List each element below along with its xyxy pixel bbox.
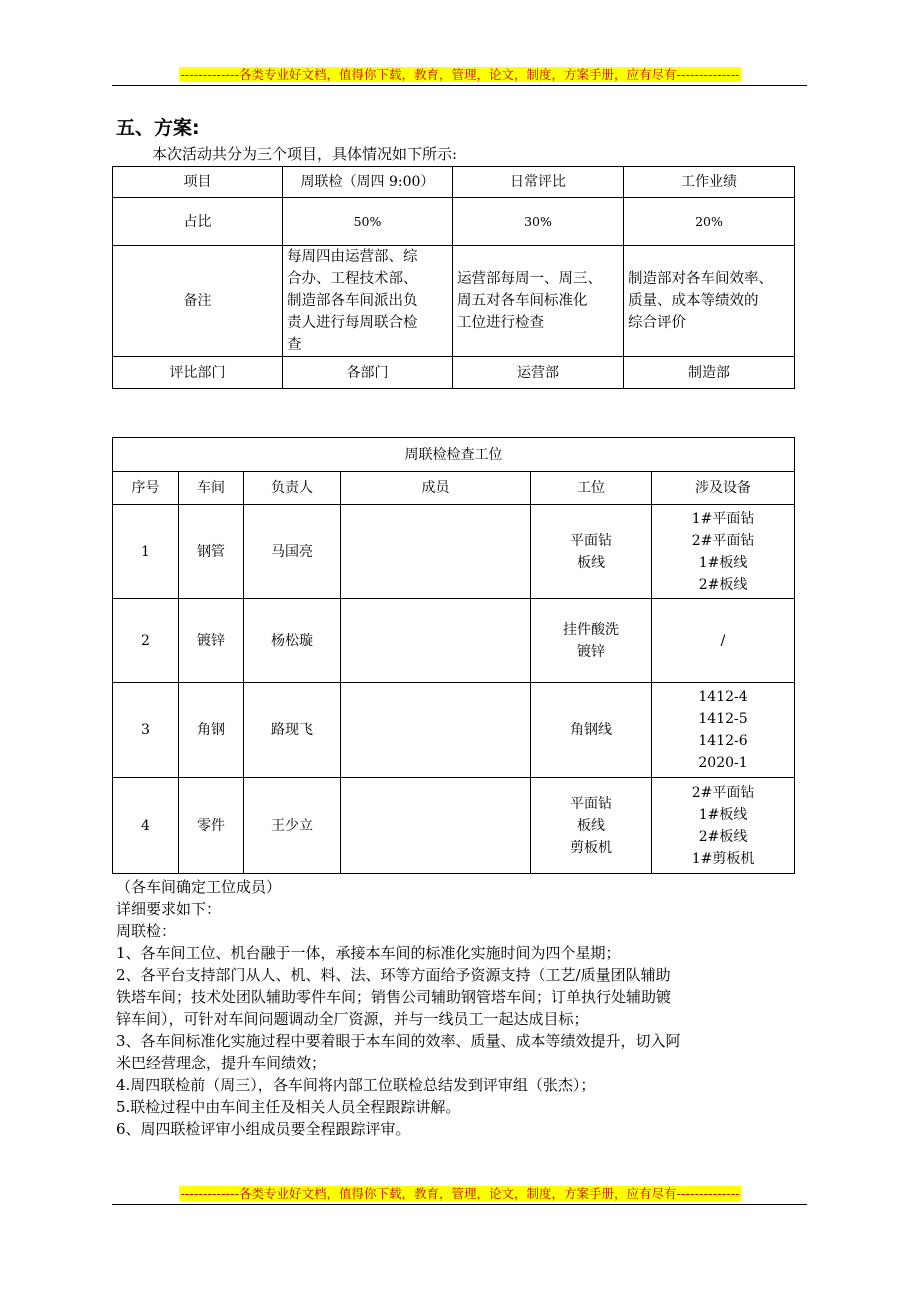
equipment-line: 2#板线 xyxy=(698,576,748,593)
equipment-line: 1#板线 xyxy=(698,806,748,823)
equipment-line: 2#板线 xyxy=(698,828,748,845)
inspection-header-row xyxy=(113,472,795,505)
requirement-line: 6、周四联检评审小组成员要全程跟踪评审。 xyxy=(116,1120,411,1138)
plan-header-row xyxy=(113,167,795,198)
note-line: 质量、成本等绩效的 xyxy=(628,293,759,309)
table-row xyxy=(113,599,795,683)
owner-cell: 王少立 xyxy=(244,778,341,874)
equipment-line: 2#平面钻 xyxy=(691,784,755,801)
plan-header-cell: 项目 xyxy=(113,167,283,198)
note-line: 周五对各车间标准化 xyxy=(457,293,588,309)
ratio-cell: 50% xyxy=(283,198,453,246)
station-line: 平面钻 xyxy=(570,795,612,812)
column-header: 车间 xyxy=(179,472,244,505)
ratio-cell: 20% xyxy=(624,198,795,246)
station-cell xyxy=(531,599,652,683)
requirement-line: 锌车间），可针对车间问题调动全厂资源，并与一线员工一起达成目标； xyxy=(116,1010,589,1028)
note-line: 每周四由运营部、综 xyxy=(287,249,418,265)
requirements-subheading: 周联检： xyxy=(116,922,177,940)
workshop-cell: 角钢 xyxy=(179,683,244,778)
requirements-intro: 详细要求如下： xyxy=(116,900,222,918)
equipment-line: 1#板线 xyxy=(698,554,748,571)
members-cell xyxy=(341,778,531,874)
equipment-line: 1#平面钻 xyxy=(691,510,755,527)
plan-note-row xyxy=(113,246,795,357)
note-line: 制造部各车间派出负 xyxy=(287,293,418,309)
station-line: 板线 xyxy=(577,554,605,571)
note-cell xyxy=(453,246,624,357)
row-number: 1 xyxy=(113,505,179,599)
equipment-cell xyxy=(652,778,795,874)
table-row xyxy=(113,683,795,778)
dept-cell: 制造部 xyxy=(624,357,795,389)
row-number: 4 xyxy=(113,778,179,874)
bottom-banner xyxy=(0,1185,920,1202)
station-line: 角钢线 xyxy=(570,722,612,738)
top-banner-text: -------------各类专业好文档，值得你下载，教育，管理，论文，制度，方案手册，应有尽有-------------- xyxy=(180,67,740,82)
column-header: 工位 xyxy=(531,472,652,505)
note-label: 备注 xyxy=(113,246,283,357)
note-line: 查 xyxy=(287,337,302,353)
plan-table xyxy=(112,166,795,389)
note-line: 合办、工程技术部、 xyxy=(287,271,418,287)
column-header: 成员 xyxy=(341,472,531,505)
inspection-title: 周联检检查工位 xyxy=(113,438,795,472)
requirement-line: 铁塔车间；技术处团队辅助零件车间；销售公司辅助钢管塔车间；订单执行处辅助镀 xyxy=(116,988,672,1006)
note-line: 责人进行每周联合检 xyxy=(287,315,418,331)
row-number: 2 xyxy=(113,599,179,683)
note-line: 综合评价 xyxy=(628,315,686,331)
plan-dept-row xyxy=(113,357,795,389)
equipment-line: 1412-4 xyxy=(698,689,748,705)
plan-header-cell: 周联检（周四 9:00） xyxy=(283,167,453,198)
equipment-line: 1412-5 xyxy=(698,711,748,727)
equipment-line: 2#平面钻 xyxy=(691,532,755,549)
plan-ratio-row xyxy=(113,198,795,246)
owner-cell: 杨松璇 xyxy=(244,599,341,683)
note-line: 工位进行检查 xyxy=(457,315,544,331)
plan-header-cell: 日常评比 xyxy=(453,167,624,198)
equipment-cell xyxy=(652,505,795,599)
row-number: 3 xyxy=(113,683,179,778)
requirement-line: 4.周四联检前（周三），各车间将内部工位联检总结发到评审组（张杰）； xyxy=(116,1076,596,1094)
requirement-line: 5.联检过程中由车间主任及相关人员全程跟踪讲解。 xyxy=(116,1098,461,1116)
table-row xyxy=(113,505,795,599)
members-cell xyxy=(341,683,531,778)
station-cell xyxy=(531,505,652,599)
workshop-cell: 零件 xyxy=(179,778,244,874)
workshop-cell: 钢管 xyxy=(179,505,244,599)
top-rule xyxy=(112,85,807,86)
ratio-cell: 30% xyxy=(453,198,624,246)
intro-text: 本次活动共分为三个项目，具体情况如下所示: xyxy=(152,145,458,163)
equipment-cell xyxy=(652,683,795,778)
dept-cell: 各部门 xyxy=(283,357,453,389)
table-row xyxy=(113,778,795,874)
bottom-banner-text: -------------各类专业好文档，值得你下载，教育，管理，论文，制度，方案手册，应有尽有-------------- xyxy=(180,1186,740,1201)
inspection-title-row xyxy=(113,438,795,472)
column-header: 负责人 xyxy=(244,472,341,505)
plan-header-cell: 工作业绩 xyxy=(624,167,795,198)
requirement-line: 2、各平台支持部门从人、机、料、法、环等方面给予资源支持（工艺/质量团队辅助 xyxy=(116,966,671,984)
table-caption: （各车间确定工位成员） xyxy=(116,878,282,896)
inspection-table xyxy=(112,437,795,874)
station-line: 镀锌 xyxy=(577,643,605,660)
dept-cell: 运营部 xyxy=(453,357,624,389)
station-line: 平面钻 xyxy=(570,532,612,549)
requirement-line: 1、各车间工位、机台融于一体，承接本车间的标准化实施时间为四个星期； xyxy=(116,944,621,962)
ratio-label: 占比 xyxy=(113,198,283,246)
note-line: 运营部每周一、周三、 xyxy=(457,271,602,287)
equipment-line: 1#剪板机 xyxy=(691,850,755,867)
equipment-line: 1412-6 xyxy=(698,733,748,749)
equipment-line: 2020-1 xyxy=(698,755,748,771)
requirement-line: 3、各车间标准化实施过程中要着眼于本车间的效率、质量、成本等绩效提升，切入阿 xyxy=(116,1032,681,1050)
owner-cell: 路现飞 xyxy=(244,683,341,778)
members-cell xyxy=(341,505,531,599)
column-header: 序号 xyxy=(113,472,179,505)
members-cell xyxy=(341,599,531,683)
station-cell xyxy=(531,778,652,874)
station-line: 剪板机 xyxy=(570,839,612,856)
requirements-section xyxy=(116,876,806,1140)
station-line: 板线 xyxy=(577,817,605,834)
bottom-rule xyxy=(112,1204,807,1205)
note-cell xyxy=(624,246,795,357)
workshop-cell: 镀锌 xyxy=(179,599,244,683)
note-cell xyxy=(283,246,453,357)
equipment-line: / xyxy=(720,632,726,649)
station-line: 挂件酸洗 xyxy=(563,621,619,638)
note-line: 制造部对各车间效率、 xyxy=(628,271,773,287)
requirement-line: 米巴经营理念，提升车间绩效； xyxy=(116,1054,327,1072)
owner-cell: 马国亮 xyxy=(244,505,341,599)
top-banner xyxy=(0,66,920,83)
equipment-cell xyxy=(652,599,795,683)
station-cell xyxy=(531,683,652,778)
dept-label: 评比部门 xyxy=(113,357,283,389)
column-header: 涉及设备 xyxy=(652,472,795,505)
section-heading: 五、方案: xyxy=(116,117,200,139)
